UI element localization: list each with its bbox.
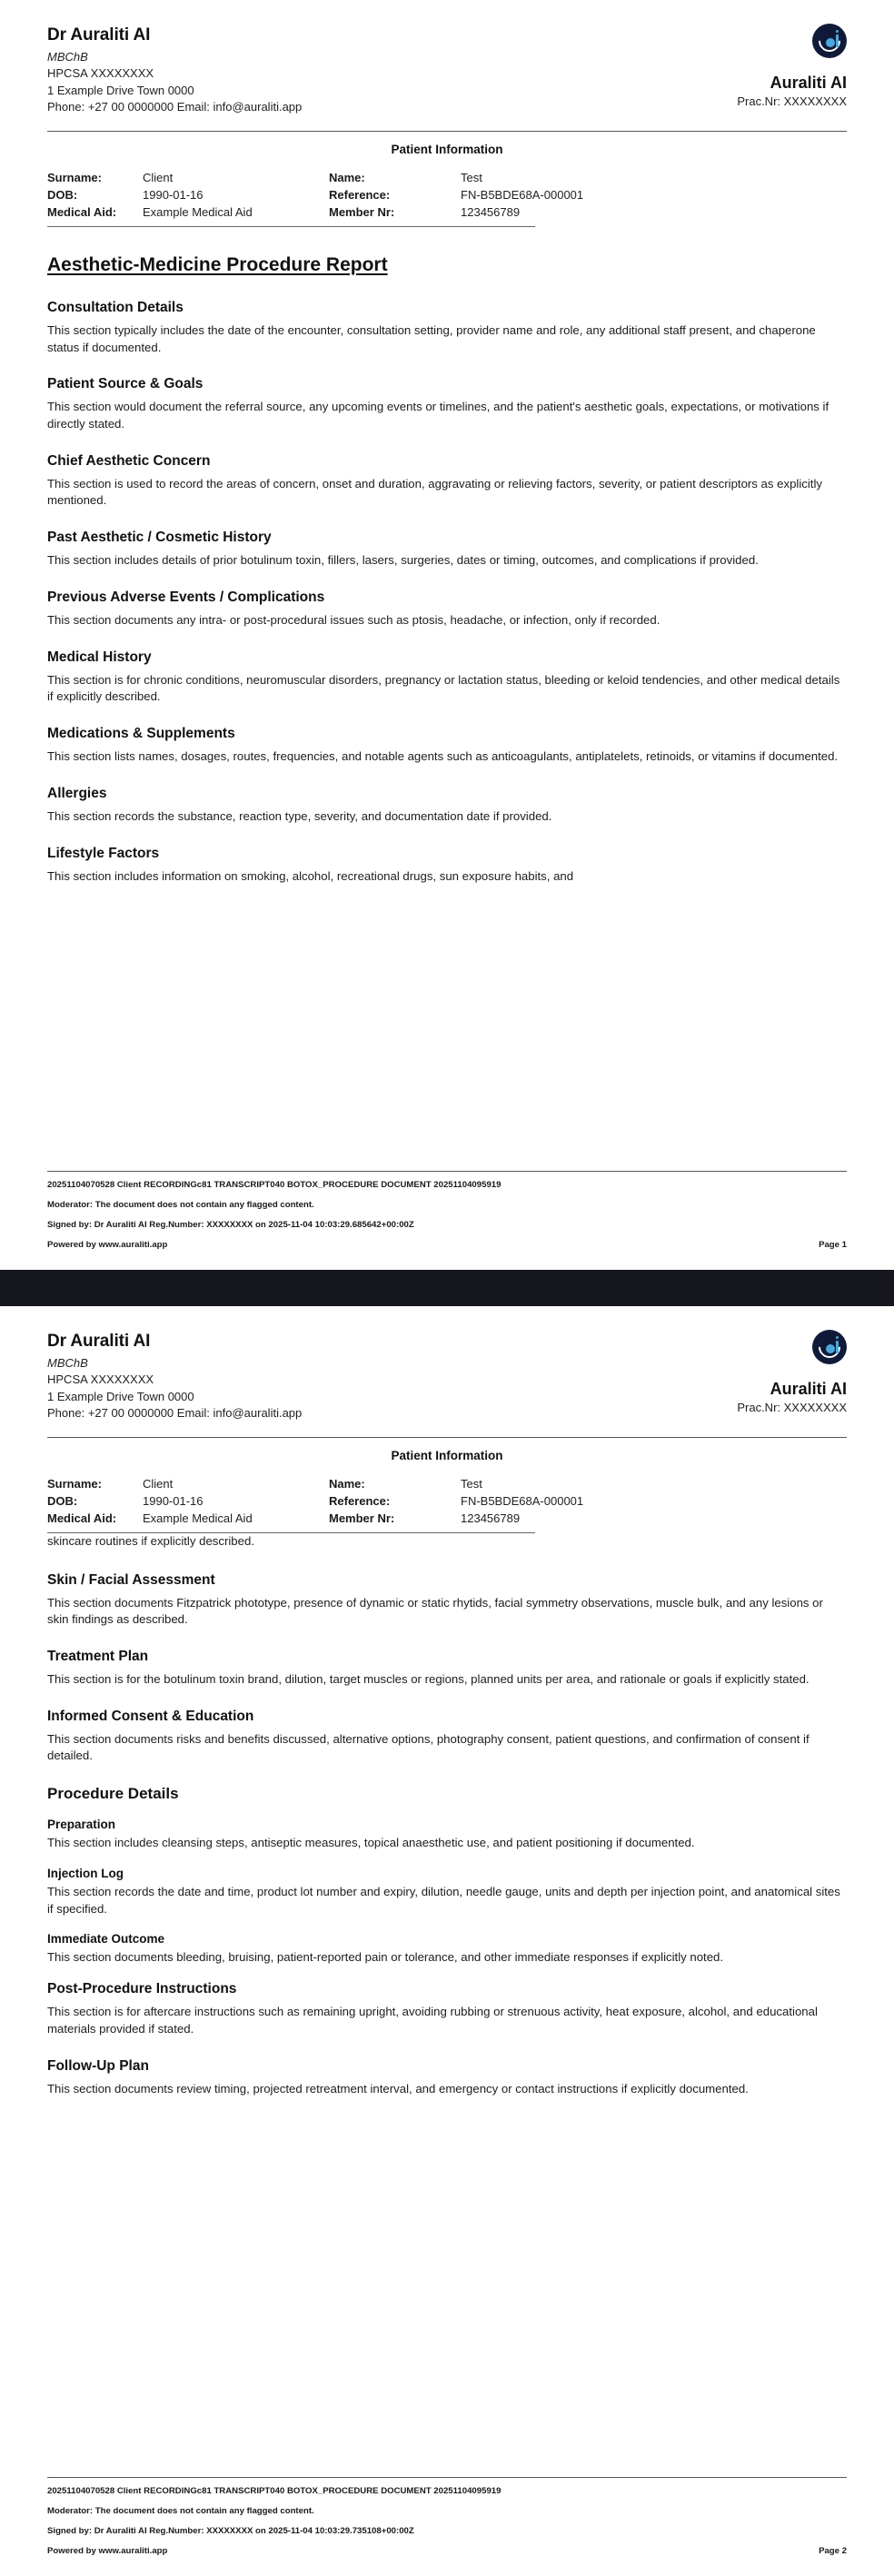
section-follow-up-plan xyxy=(47,2058,847,2098)
page-separator xyxy=(0,1270,894,1306)
section-heading: Follow-Up Plan xyxy=(47,2057,149,2074)
footer-document-id: 20251104070528 Client RECORDINGc81 TRANSCRIPT040 BOTOX_PROCEDURE DOCUMENT 20251104095919 xyxy=(47,2486,502,2497)
subsection-heading: Immediate Outcome xyxy=(47,1932,165,1947)
section-body: This section typically includes the date of the encounter, consultation setting, provider name and role, any additional staff present, and chaperone status if documented. xyxy=(47,322,816,354)
practice-address: 1 Example Drive Town 0000 xyxy=(47,1389,194,1403)
footer-bottom-row xyxy=(47,1240,847,1250)
patient-surname-value: Client xyxy=(143,1476,174,1491)
section-heading: Past Aesthetic / Cosmetic History xyxy=(47,530,272,546)
section-body: This section includes information on smoking, alcohol, recreational drugs, sun exposure habits, and xyxy=(47,868,574,883)
practice-address: 1 Example Drive Town 0000 xyxy=(47,83,194,97)
patient-information-grid xyxy=(47,171,847,219)
section-body: This section documents review timing, projected retreatment interval, and emergency or contact instructions if explicitly documented. xyxy=(47,2081,749,2095)
letterhead-divider xyxy=(47,1437,847,1438)
section-previous-adverse-events-complications xyxy=(47,590,847,629)
section-consultation-details xyxy=(47,300,847,356)
patient-medical-aid-label: Medical Aid: xyxy=(47,1511,117,1525)
practice-details xyxy=(47,1330,302,1422)
section-heading: Procedure Details xyxy=(47,1785,179,1803)
section-heading: Lifestyle Factors xyxy=(47,845,160,861)
footer-signature: Signed by: Dr Auraliti AI Reg.Number: XXXXXXXX on 2025-11-04 10:03:29.735108+00:00Z xyxy=(47,2526,414,2537)
patient-surname-label: Surname: xyxy=(47,1476,102,1491)
section-body: This section is for the botulinum toxin brand, dilution, target muscles or regions, planned units per area, and rationale or goals if explicitly stated. xyxy=(47,1671,810,1686)
patient-dob-value: 1990-01-16 xyxy=(143,187,204,202)
practice-name: Dr Auraliti AI xyxy=(47,1332,151,1351)
patient-medical-aid-value: Example Medical Aid xyxy=(143,1511,253,1525)
patient-information-grid xyxy=(47,1477,847,1525)
subsection-body: This section documents bleeding, bruising, patient-reported pain or tolerance, and other immediate responses if explicitly noted. xyxy=(47,1950,724,1965)
section-allergies xyxy=(47,786,847,826)
section-heading: Treatment Plan xyxy=(47,1648,149,1664)
section-body: This section includes details of prior botulinum toxin, fillers, lasers, surgeries, dates or timing, outcomes, and complications if provided. xyxy=(47,553,759,568)
section-heading: Patient Source & Goals xyxy=(47,376,204,392)
footer-bottom-row xyxy=(47,2546,847,2556)
letterhead xyxy=(47,24,847,125)
brand-name: Auraliti AI xyxy=(770,74,847,92)
logo-i-stem-shape xyxy=(836,1341,839,1353)
patient-name-label: Name: xyxy=(329,1476,365,1491)
section-body: This section is used to record the areas of concern, onset and duration, aggravating or relieving factors, severity, or patient descriptors as explicitly mentioned. xyxy=(47,476,822,508)
section-procedure-details xyxy=(47,1785,847,1803)
section-body: This section documents any intra- or post-procedural issues such as ptosis, headache, or infection, only if recorded. xyxy=(47,612,661,627)
auraliti-ai-logo-icon xyxy=(812,1330,847,1364)
patient-medical-aid-label: Medical Aid: xyxy=(47,204,117,219)
page-title: Aesthetic-Medicine Procedure Report xyxy=(47,253,388,275)
logo-dot-shape xyxy=(826,38,835,47)
patient-name-label: Name: xyxy=(329,170,365,184)
practice-contact: Phone: +27 00 0000000 Email: info@auraliti.app xyxy=(47,100,303,114)
patient-information-title: Patient Information xyxy=(391,1448,503,1462)
patient-information-divider xyxy=(47,226,535,227)
section-heading: Skin / Facial Assessment xyxy=(47,1571,215,1588)
brand-block xyxy=(737,1330,847,1416)
subsection-heading: Preparation xyxy=(47,1818,116,1832)
practice-details xyxy=(47,24,302,116)
letterhead-divider xyxy=(47,131,847,132)
footer-signature: Signed by: Dr Auraliti AI Reg.Number: XXXXXXXX on 2025-11-04 10:03:29.685642+00:00Z xyxy=(47,1220,414,1231)
section-skin-facial-assessment xyxy=(47,1572,847,1629)
section-lifestyle-factors xyxy=(47,846,847,886)
footer-powered-by: Powered by www.auraliti.app xyxy=(47,2546,168,2556)
footer-divider xyxy=(47,2477,847,2478)
document-page-1 xyxy=(0,0,894,1270)
page-footer xyxy=(47,1171,847,1250)
section-medical-history xyxy=(47,649,847,706)
section-body: This section lists names, dosages, routes, frequencies, and notable agents such as anticoagulants, antiplatelets, retinoids, or vitamins if documented. xyxy=(47,749,839,764)
subsection-body: This section records the date and time, product lot number and expiry, dilution, needle gauge, units and depth per injection point, and anatomical sites if specified. xyxy=(47,1884,840,1916)
section-body: This section is for aftercare instructions such as remaining upright, avoiding rubbing or strenuous activity, heat exposure, alcohol, and educational materials provided if stated. xyxy=(47,2005,818,2036)
auraliti-ai-logo-icon xyxy=(812,24,847,58)
footer-divider xyxy=(47,1171,847,1172)
brand-practice-number: Prac.Nr: XXXXXXXX xyxy=(737,1400,847,1414)
patient-dob-label: DOB: xyxy=(47,1493,78,1508)
practice-qualification: MBChB xyxy=(47,49,88,64)
section-informed-consent-education xyxy=(47,1709,847,1765)
practice-hpcsa-number: HPCSA XXXXXXXX xyxy=(47,66,154,81)
practice-contact: Phone: +27 00 0000000 Email: info@auraliti.app xyxy=(47,1406,303,1421)
section-heading: Previous Adverse Events / Complications xyxy=(47,589,325,605)
section-heading: Chief Aesthetic Concern xyxy=(47,452,211,469)
brand-name: Auraliti AI xyxy=(770,1380,847,1398)
subsection-immediate-outcome xyxy=(47,1932,847,1967)
patient-member-nr-label: Member Nr: xyxy=(329,1511,395,1525)
patient-name-value: Test xyxy=(461,170,482,184)
footer-powered-by: Powered by www.auraliti.app xyxy=(47,1240,168,1250)
section-patient-source-goals xyxy=(47,376,847,432)
footer-moderator-note: Moderator: The document does not contain any flagged content. xyxy=(47,2506,314,2517)
section-heading: Informed Consent & Education xyxy=(47,1708,254,1724)
patient-information-title: Patient Information xyxy=(391,142,503,156)
section-heading: Medications & Supplements xyxy=(47,726,235,742)
patient-name-value: Test xyxy=(461,1476,482,1491)
section-body: This section is for chronic conditions, neuromuscular disorders, pregnancy or lactation status, bleeding or keloid tendencies, and other medical details if explicitly described. xyxy=(47,672,840,704)
section-heading: Consultation Details xyxy=(47,299,184,315)
subsection-injection-log xyxy=(47,1867,847,1917)
practice-name: Dr Auraliti AI xyxy=(47,25,151,45)
section-body: This section would document the referral source, any upcoming events or timelines, and the patient's aesthetic goals, expectations, or motivations if directly stated. xyxy=(47,400,829,431)
section-treatment-plan xyxy=(47,1649,847,1689)
patient-dob-value: 1990-01-16 xyxy=(143,1493,204,1508)
patient-dob-label: DOB: xyxy=(47,187,78,202)
letterhead xyxy=(47,1330,847,1432)
footer-page-number: Page 2 xyxy=(819,2546,847,2556)
brand-practice-number: Prac.Nr: XXXXXXXX xyxy=(737,94,847,108)
patient-reference-value: FN-B5BDE68A-000001 xyxy=(461,187,584,202)
footer-document-id: 20251104070528 Client RECORDINGc81 TRANSCRIPT040 BOTOX_PROCEDURE DOCUMENT 20251104095919 xyxy=(47,1180,502,1191)
section-heading: Medical History xyxy=(47,649,152,665)
patient-reference-label: Reference: xyxy=(329,1493,391,1508)
logo-i-dot-shape xyxy=(836,1336,839,1339)
practice-qualification: MBChB xyxy=(47,1355,88,1370)
section-body: This section documents risks and benefits discussed, alternative options, photography consent, patient questions, and confirmation of consent if detailed. xyxy=(47,1731,810,1763)
section-chief-aesthetic-concern xyxy=(47,453,847,510)
patient-member-nr-value: 123456789 xyxy=(461,1511,521,1525)
section-heading: Post-Procedure Instructions xyxy=(47,1981,237,1997)
section-body: This section documents Fitzpatrick phototype, presence of dynamic or static rhytids, facial symmetry observations, muscle bulk, and any lesions or skin findings as described. xyxy=(47,1595,823,1627)
patient-surname-label: Surname: xyxy=(47,170,102,184)
document-page-2 xyxy=(0,1306,894,2576)
section-past-aesthetic-cosmetic-history xyxy=(47,530,847,570)
subsection-body: This section includes cleansing steps, antiseptic measures, topical anaesthetic use, and patient positioning if documented. xyxy=(47,1836,695,1850)
practice-hpcsa-number: HPCSA XXXXXXXX xyxy=(47,1372,154,1387)
subsection-heading: Injection Log xyxy=(47,1866,124,1880)
footer-page-number: Page 1 xyxy=(819,1240,847,1250)
section-heading: Allergies xyxy=(47,785,107,801)
continued-paragraph: skincare routines if explicitly described. xyxy=(47,1533,254,1548)
patient-member-nr-value: 123456789 xyxy=(461,204,521,219)
brand-block xyxy=(737,24,847,110)
patient-surname-value: Client xyxy=(143,170,174,184)
page-footer xyxy=(47,2477,847,2556)
patient-medical-aid-value: Example Medical Aid xyxy=(143,204,253,219)
section-post-procedure-instructions xyxy=(47,1981,847,2037)
patient-reference-value: FN-B5BDE68A-000001 xyxy=(461,1493,584,1508)
patient-member-nr-label: Member Nr: xyxy=(329,204,395,219)
logo-i-dot-shape xyxy=(836,30,839,33)
logo-i-stem-shape xyxy=(836,35,839,47)
section-medications-supplements xyxy=(47,726,847,766)
section-body: This section records the substance, reaction type, severity, and documentation date if provided. xyxy=(47,808,552,823)
footer-moderator-note: Moderator: The document does not contain any flagged content. xyxy=(47,1200,314,1211)
subsection-preparation xyxy=(47,1818,847,1852)
patient-reference-label: Reference: xyxy=(329,187,391,202)
logo-dot-shape xyxy=(826,1344,835,1353)
